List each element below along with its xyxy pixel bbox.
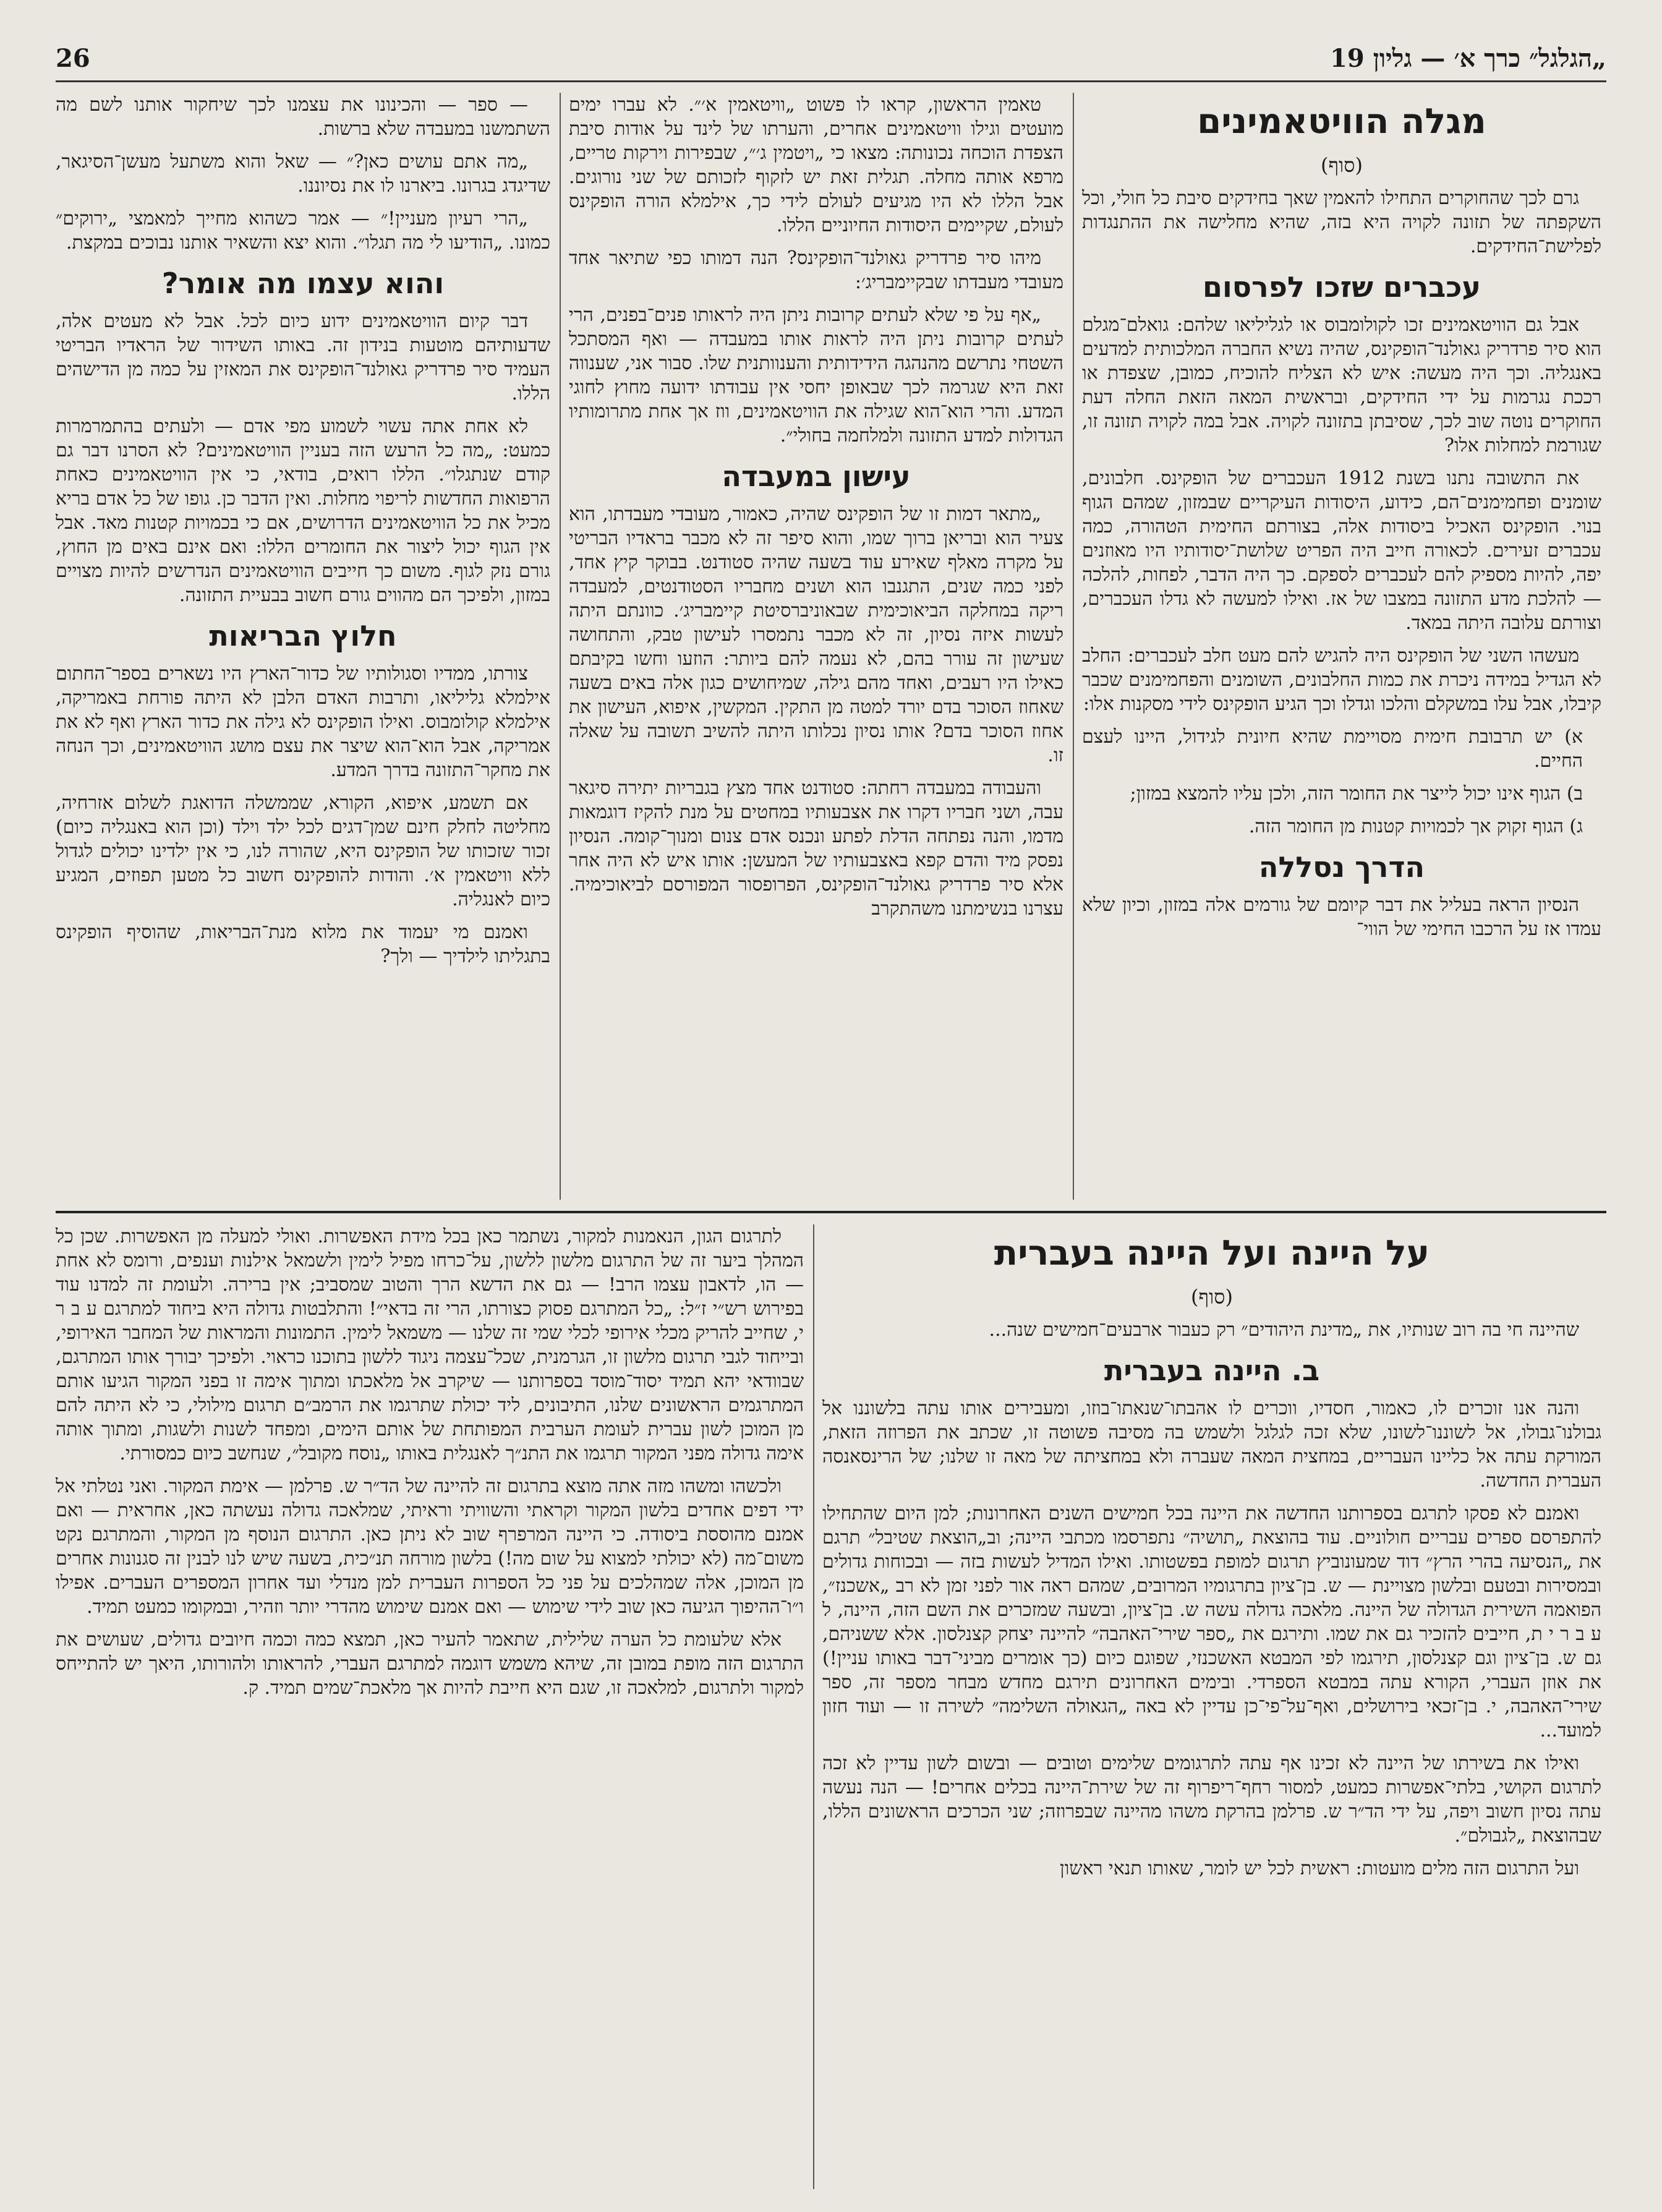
paragraph: לא אחת אתה עשוי לשמוע מפי אדם — ולעתים בהתמרמרות כמעט: „מה כל הרעש הזה בעניין הוויטאמינים? לא הסרנו דבר גם קודם שנתגלו״. הללו רואים, בודאי, כי אין הוויטאמינים כאחת הרפואות החדשות לריפוי מחלות. ואין הדבר כן. גופו של כל אדם בריא מכיל את כל הוויטאמינים הדרושים, אם כי בכמויות קטנות מאד. אבל אין הגוף יכול ליצור את החומרים הללו: ואם אינם באים מן החוץ, גורם נזק לגוף. משום כך חייבים הוויטאמינים הנדרשים להיות מצויים במזון, ולפיכך הם מהווים גורם חשוב בבעיית התזונה. xyxy=(56,416,550,606)
list-item: ב) הגוף אינו יכול לייצר את החומר הזה, ולכן עליו להמצא במזון; xyxy=(1130,783,1583,805)
section-heading: הדרך נסללה xyxy=(1258,850,1425,884)
article-title: מגלה הוויטאמינים xyxy=(1197,101,1486,142)
paragraph: — ספר — והכינונו את עצמנו לכך שיחקור אותנו לשם מה השתמשנו במעבדה שלא ברשות. xyxy=(56,94,550,140)
paragraph: „מה אתם עושים כאן?״ — שאל והוא משתעל מעשן־הסיגאר, שדיגדג בגרונו. ביארנו לו את נסיוננו. xyxy=(56,151,550,197)
paragraph: והעבודה במעבדה רחתה: סטודנט אחד מצץ בגבריות יתירה סיגאר עבה, ושני חבריו דקרו את אצבעותיו במחטים על מנת להקיז דוגמאות מדמו, והנה נפתחה הדלת לפתע ונכנס אדם צנום ומנוך־קומה. הנסיון נפסק מיד והדם קפא באצבעותיו של המעשן: אותו איש לא היה אחר אלא סיר פרדריק גאולנד־הופקינס, הפרופסור המפורסם לביאוכימיה. עצרנו בנשימתנו משהתקרב xyxy=(569,777,1063,920)
paragraph: צורתו, ממדיו וסגולותיו של כדור־הארץ היו נשארים בספר־החתום אילמלא גליליאו, ותרבות האדם הלבן לא היתה פורחת באמריקה, אילמלא קולומבוס. ואילו הופקינס לא גילה את כדור הארץ ואף לא את אמריקה, אבל הוא־הוא שיצר את עצם מושג הוויטאמינים, וכך הנחה את מחקר־התזונה בדרך המדע. xyxy=(56,663,550,781)
paragraph: ועל התרגום הזה מלים מועטות: ראשית לכל יש לומר, שאותו תנאי ראשון xyxy=(1060,1858,1579,1879)
section-heading: ב. היינה בעברית xyxy=(1104,1354,1320,1387)
paragraph: טאמין הראשון, קראו לו פשוט „וויטאמין א׳״. לא עברו ימים מועטים וגילו וויטאמינים אחרים, והערתו של לינד על אודות סיבת הצפדת הוכחה נכונותה: מצאו כי „ויטמין ג׳״, שבפירות וירקות טריים, מרפא אותה מחלה. תגלית זאת יש לזקוף לזכותם של שני נורוגים. אבל הללו לא היו מגיעים לעולם לידי כך, אילמלא הורה הופקינס לעולם, שקיימים היסודות החיוניים הללו. xyxy=(569,94,1063,236)
section-heading: חלוץ הבריאות xyxy=(209,619,397,652)
paragraph: „מתאר דמות זו של הופקינס שהיה, כאמור, מעובדי מעבדתו, הוא צעיר הוא ובריאן ברוך שמו, והוא סיפר זה לא מכבר בראדיו הבריטי על מקרה מאלף שאירע עוד בשעה שהיה סטודנט. בבוקר קיץ אחד, לפני כמה שנים, התגנבו הוא ושנים מחבריו הסטודנטים, למעבדה ריקה במחלקה הביאוכימית שבאוניברסיטת קיימבריג׳. כוונתם היתה לעשות איזה נסיון, זה לא מכבר נתמסרו לעישון טבק, והתחושה שעישון זה עורר בהם, לא נעמה להם ביותר: הוזעו וחשו בקיבתם כאילו היו רעבים, ואחד מהם גילה, שמיחושים כגון אלה באים בשעה שאחוז הסוכר בדם יורד למטה מן התקין. המקשין, איפוא, העישון את אחוז הסוכר בדם? אותו נסיון נכלותו היתה להשיב תשובה על שאלה זו. xyxy=(569,503,1063,766)
paragraph: אם תשמע, איפוא, הקורא, שממשלה הדואגת לשלום אזרחיה, מחליטה לחלק חינם שמן־דגים לכל ילד וילד (וכן הוא באנגליה כיום) זכור שזכותו של הופקינס היא, שהורה לנו, כי אין ילדינו יכולים לגדול ללא וויטאמין א׳. והודות להופקינס חשוב כל מטען תפוזים, המגיע כיום לאנגליה. xyxy=(56,792,550,910)
article-subtitle: (סוף) xyxy=(1191,1285,1233,1309)
paragraph: ואמנם לא פסקו לתרגם בספרותנו החדשה את היינה בכל חמישים השנים האחרונות; למן היום שהתחילו להתפרסם ספרים עבריים חולוניים. עוד בהוצאת „תושיה״ נתפרסמו מכתבי היינה; וב„הוצאת שטיבל״ תרגם את „הנסיעה בהרי הרץ״ דוד שמעונוביץ תרגום למופת בפשטותו. ואילו המדיל לעשות בזה — ובכוחות גדולים ובמסירות ובטעם ובלשון מצויינת — ש. בן־ציון בתרגומיו המרובים, שמהם ראה אור לפני זמן לא רב „אשכנז״, הפואמה השירית הגדולה של היינה. מלאכה גדולה עשה ש. בן־ציון, ובשעה שמזכרים את השם הזה, היינה, ל ע ב ר י ת, חייבים להזכיר גם את שמו. ותירגם את „ספר שירי־האהבה״ להיינה יצחק קצנלסון. אלא ששניהם, גם ש. בן־ציון וגם קצנלסון, תירגמו לפי המבטא האשכנזי, שפוגם כיום (כך אומרים מביני־דבר באותו עניין!) את אוזן העברי, הקורא עתה במבטא הספרדי. ובימים האחרונים תירגם מחדש מבחר מספר זה, ספר שירי־האהבה, י. בן־זכאי בירושלים, ואף־על־פי־כן עדיין לא באה „הגאולה השלימה״ לשירה זו — ועוד חזון למועד... xyxy=(822,1503,1601,1741)
paragraph: ואילו את בשירתו של היינה לא זכינו אף עתה לתרגומים שלימים וטובים — ובשום לשון עדיין לא זכה לתרגום הקושי, בלתי־אפשרות כמעט, למסור רחף־ריפרוף זה של שירת־היינה בכלים אחרים! — הנה נעשה עתה נסיון חשוב ויפה, על ידי הד״ר ש. פרלמן בהרקת משהו מהיינה שבפרוזה; שני הכרכים הראשונים הללו, שבהוצאת „לגבולם״. xyxy=(822,1753,1601,1847)
paragraph: את התשובה נתנו בשנת 1912 העכברים של הופקינס. חלבונים, שומנים ופחמימנים־הם, כידוע, היסודות העיקריים שבמזון, שמהם הגוף בנוי. הופקינס האכיל ביסודות אלה, בצורתם החימית הטהורה, כמה עכברים זעירים. לכאורה חייב היה הפריט שלושת־יסודותיו היו מאוזנים יפה, להיות מספיק להם לעכברים לספקם. כך היה הדבר, לפחות, להלכה — להלכת מדע התזונה במצבו של אז. ואילו למעשה לא גדלו העכברים, וצורתם עלובה היתה במאד. xyxy=(1082,468,1601,634)
paragraph: גרם לכך שהחוקרים התחילו להאמין שאך בחידקים סיבת כל חולי, וכל השקפתה של תזונה לקויה היא בזה, שהיא מחלישה את ההתנגדות לפלישת־החידקים. xyxy=(1082,187,1601,257)
paragraph: הנסיון הראה בעליל את דבר קיומם של גורמים אלה במזון, וכיון שלא עמדו אז על הרכבו החימי של הווי־ xyxy=(1082,894,1601,940)
column-divider xyxy=(1073,93,1074,1200)
paragraph: דבר קיום הוויטאמינים ידוע כיום לכל. אבל לא מעטים אלה, שדעותיהם מוטעות בנידון זה. באותו השידור של הראדיו הבריטי העמיד סיר פרדריק גאולנד־הופקינס את המאזין על כמה מן הדישהים הללו. xyxy=(56,310,550,404)
paragraph: ולכשהו ומשהו מזה אתה מוצא בתרגום זה להיינה של הד״ר ש. פרלמן — אימת המקור. ואני נטלתי אל ידי דפים אחדים בלשון המקור וקראתי והשוויתי וראיתי, שמלאכה גדולה נעשתה כאן, אחראית — ואם אמנם מהוססת ביסודה. כי היינה המרפרף שוב לא ניתן כאן. התרגום הנוסף מן המקור, והמתרגם נקט משום־מה (לא יכולתי למצוא על שום מה!) בלשון מורחה תנ״כית, בשעה שיש לנו לבנין זה סגנונות אחרים מן המוכן, אלה שמהלכים על פני כל הספרות העברית למן מנדלי ועד אחרון המספרים העברים. אפילו ו״ו־ההיפוך הגיעה כאן שוב לידי שימוש — ואם אמנם שימוש מהדרי יותר וזהיר, ובמקומו כמעט תמיד. xyxy=(56,1475,804,1618)
paragraph: „אף על פי שלא לעתים קרובות ניתן היה לראותו פנים־בפנים, הרי לעתים קרובות ניתן היה לראות אותו במעבדה — ואף המסתכל השטחי נתרשם מהנהגה הידידותית והענוותנית שלו. סבור אני, שענווה זאת היא שגרמה לכך שבאופן יחסי אין עבודתו ידועה מחוץ לחוגי המדע. והרי הוא־הוא שגילה את הוויטאמינים, ווז אך אחת מתרומותיו הגדולות למדע התזונה ולמלחמה בחולי״. xyxy=(569,304,1063,446)
section-heading: עכברים שזכו לפרסום xyxy=(1202,270,1481,304)
column-divider xyxy=(560,93,561,1200)
column-divider xyxy=(813,1224,814,2189)
page-header xyxy=(56,25,1606,82)
paragraph: ואמנם מי יעמוד את מלוא מנת־הבריאות, שהוסיף הופקינס בתגליתו לילדיך — ולך? xyxy=(56,921,550,967)
running-head: „הגלגל״ כרך א׳ — גליון 19 xyxy=(1330,44,1606,73)
paragraph: והנה אנו זוכרים לו, כאמור, חסדיו, ווכרים לו אהבתו־שנאתו־בוזו, ומעבירים אותו עתה בלשוננו אל גבולנו־גבולו, אל לשוננו־לשונו, שלא זכה לגלגל ולשמש בה מסיבה פשוטה זו, שכתב את הפרוזה הזאת, המורקת עתה אל כליינו העבריים, במחצית המאה שעברה ולא במחציתה של מאה זו שלנו; של הרינסאנסה העברית החדשה. xyxy=(822,1398,1601,1492)
paragraph: „הרי רעיון מעניין!״ — אמר כשהוא מחייך למאמצי „ירוקים״ כמונו. „הודיעו לי מה תגלו״. והוא יצא והשאיר אותנו נבוכים במקצת. xyxy=(56,208,550,254)
article-vitamins-column-3 xyxy=(56,93,550,1200)
article-subtitle: (סוף) xyxy=(1321,153,1363,177)
paragraph: אלא שלעומת כל הערה שלילית, שתאמר להעיר כאן, תמצא כמה וכמה חיובים גדולים, שעושים את התרגום הזה מופת במובן זה, שיהא משמש דוגמה למתרגם העברי, להראותו ולהורותו, היאך יש להתייחס למקור ולתרגום, למלאכה זו, שגם היא חייבת להיות אך מלאכת־שמים תמיד. ק. xyxy=(56,1629,804,1699)
section-divider xyxy=(56,1211,1606,1213)
paragraph: אבל גם הוויטאמינים זכו לקולומבוס או לגליליאו שלהם: גואלם־מגלם הוא סיר פרדריק גאולנד־הופקינס, שהיה נשיא החברה המלכותית למדעים באנגליה. וכך היה מעשה: איש לא הצליח להוכיח, כמובן, שצפדת או רככת נגרמות על ידי החידקים, ובראשית המאה הזאת החלה דעת החוקרים נוטה שוב לכך, שסיבתן בתזונה לקויה. אבל במה לקויה תזונה זו, שגורמת למחלות אלו? xyxy=(1082,314,1601,456)
article-title: על היינה ועל היינה בעברית xyxy=(994,1233,1430,1273)
page-number: 26 xyxy=(56,44,90,73)
article-heine-column-2 xyxy=(56,1224,804,2189)
section-heading: עישון במעבדה xyxy=(722,459,911,493)
section-heading: והוא עצמו מה אומר? xyxy=(161,267,445,300)
article-vitamins-column-2 xyxy=(569,93,1063,1200)
list-item: ג) הגוף זקוק אך לכמויות קטנות מן החומר הזה. xyxy=(1248,816,1583,837)
list-item: א) יש תרבובת חימית מסויימת שהיא חיונית לגידול, היינו לעצם החיים. xyxy=(1082,726,1583,772)
article-heine-column-1 xyxy=(822,1224,1601,2189)
article-vitamins-column-1 xyxy=(1082,93,1601,1200)
paragraph: לתרגום הגון, הנאמנות למקור, נשתמר כאן בכל מידת האפשרות. ואולי למעלה מן האפשרות. שכן כל המהלך ביער זה של התרגום מלשון ללשון, על־כרחו מפיל לימין ולשמאל אילנות וענפים, ורומס לא אחת — הו, לדאבון עצמו הרב! — גם את הדשא הרך והטוב שמסביב; אין ברירה. ולעומת זה למדנו עוד בפירוש רש״י ז״ל: „כל המתרגם פסוק כצורתו, הרי זה בדאי״! והתלבטות גדולה היא ביחוד למתרגם ע ב ר י, שחייב להריק מכלי אירופי לכלי שמי זה שלנו — משמאל לימין. התמונות והמראות של המחבר האירופי, ובייחוד לגבי תרגום מלשון זו, הגרמנית, שכל־עצמה ניגוד ללשון בתוכנו כראוי. ולפיכך יבורך אותו המתרגם, שבוודאי יהא תמיד יסוד־מוסד בספרותנו — שיקרב אל מלאכתו ומתוך אימה זו בפני המקור הגיעו אותם המתרגמים הראשונים שלנו, התיבונים, ליד יכולת שתרגמו את הרמב״ם תרגום מילולי, כי לא היתה להם מן המוכן לשון עברית לעומת הערבית המפותחת של אותם הימים, ומפחד לשנות ולשגות, ומתוך אותה אימה גדולה מפני המקור תרגמו את התנ״ך לאנגלית באותו „נוסח מקובל״, שנחשב כיום כמסורתי. xyxy=(56,1226,804,1464)
paragraph: מיהו סיר פרדריק גאולנד־הופקינס? הנה דמותו כפי שתיאר אחד מעובדי מעבדתו שבקיימבריג׳: xyxy=(569,247,1063,293)
paragraph: שהיינה חי בה רוב שנותיו, את „מדינת היהודים״ רק כעבור ארבעים־חמישים שנה... xyxy=(989,1319,1579,1341)
paragraph: מעשהו השני של הופקינס היה להגיש להם מעט חלב לעכברים: החלב לא הגדיל במידה ניכרת את כמות החלבונים, השומנים והפחמימנים שכבר קיבלו, אבל עלו במשקלם והלכו וגדלו וכך הגיע הופקינס לידי מסקנות אלו: xyxy=(1082,645,1601,715)
